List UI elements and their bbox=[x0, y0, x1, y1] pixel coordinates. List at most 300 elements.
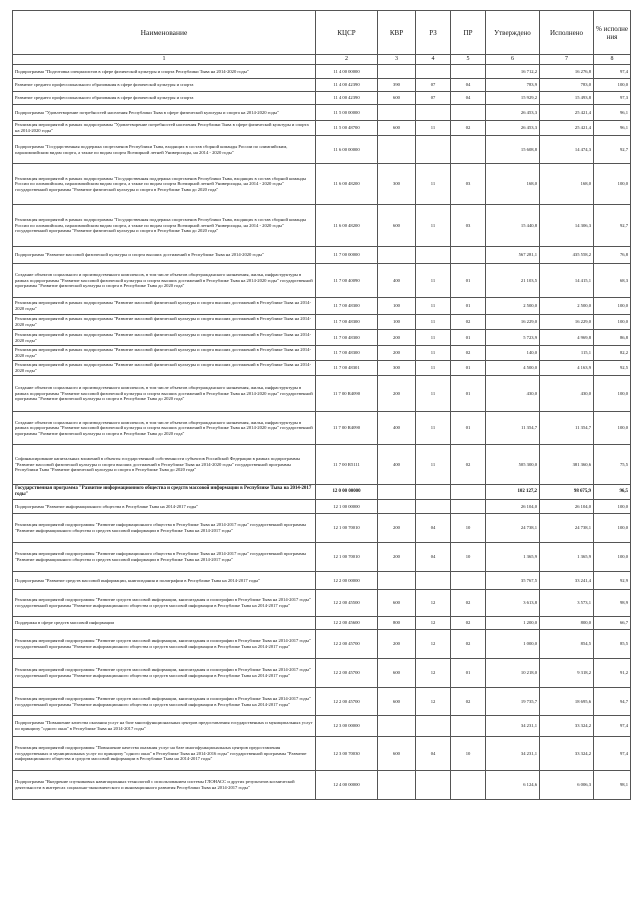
row-approved: 15 929,2 bbox=[486, 92, 540, 105]
row-name: Подпрограмма "Подготовка специалистов в сфере физической культуры и спорта Республики Тыва на 2014-2020 годы" bbox=[13, 65, 316, 79]
row-kcsr: 11 7 00 48301 bbox=[316, 361, 378, 376]
row-approved: 16 229,0 bbox=[486, 315, 540, 330]
column-number-row bbox=[13, 55, 631, 65]
row-name: Развитие среднего профессионального образования в сфере физической культуры и спорта bbox=[13, 92, 316, 105]
header-pr: ПР bbox=[451, 11, 486, 55]
row-kcsr: 11 6 00 48200 bbox=[316, 164, 378, 205]
table-row bbox=[13, 771, 631, 800]
row-executed: 800,0 bbox=[540, 617, 594, 630]
row-name: Реализация мероприятий подпрограммы "Повышение качества оказания услуг на базе многофункциональных центров предоставления государственных и муниципальных услуг по принципу "одного окна" в Республике Тыва на 2014-2016 годы" государственной программы "Развитие информационного общества и средств массовой информации в Республике Тыва на 2014-2017 годы" bbox=[13, 737, 316, 771]
row-executed: 783,0 bbox=[540, 79, 594, 92]
row-pr bbox=[451, 65, 486, 79]
row-pr: 01 bbox=[451, 361, 486, 376]
row-approved: 140,0 bbox=[486, 346, 540, 361]
row-rz: 12 bbox=[416, 617, 451, 630]
row-percent: 86,8 bbox=[594, 330, 631, 346]
table-row bbox=[13, 737, 631, 771]
row-kvr bbox=[378, 247, 416, 264]
row-kcsr: 12 2 00 45700 bbox=[316, 688, 378, 716]
row-rz: 07 bbox=[416, 92, 451, 105]
column-number: 2 bbox=[316, 55, 378, 65]
row-pr: 10 bbox=[451, 514, 486, 543]
row-kvr: 390 bbox=[378, 79, 416, 92]
row-executed: 15 493,8 bbox=[540, 92, 594, 105]
row-executed: 25 421,4 bbox=[540, 121, 594, 136]
row-rz: 12 bbox=[416, 659, 451, 688]
row-percent: 97,4 bbox=[594, 65, 631, 79]
row-kvr: 300 bbox=[378, 361, 416, 376]
table-row bbox=[13, 79, 631, 92]
header-kcsr: КЦСР bbox=[316, 11, 378, 55]
row-kvr: 600 bbox=[378, 121, 416, 136]
row-kcsr: 11 7 00 R5111 bbox=[316, 445, 378, 485]
row-percent: 98,9 bbox=[594, 590, 631, 617]
row-pr: 01 bbox=[451, 264, 486, 298]
row-kcsr: 12 1 00 70010 bbox=[316, 543, 378, 572]
row-pr: 01 bbox=[451, 330, 486, 346]
table-row bbox=[13, 543, 631, 572]
row-percent: 82,2 bbox=[594, 346, 631, 361]
row-kcsr: 11 7 00 48300 bbox=[316, 346, 378, 361]
row-kcsr: 12 3 00 70030 bbox=[316, 737, 378, 771]
row-rz: 04 bbox=[416, 514, 451, 543]
row-kcsr: 11 7 00 40090 bbox=[316, 264, 378, 298]
row-rz: 11 bbox=[416, 412, 451, 445]
row-approved: 34 231,1 bbox=[486, 716, 540, 737]
row-kcsr: 11 7 00 R4090 bbox=[316, 376, 378, 412]
row-percent: 100,0 bbox=[594, 376, 631, 412]
table-row bbox=[13, 105, 631, 121]
row-approved: 19 735,7 bbox=[486, 688, 540, 716]
table-row bbox=[13, 264, 631, 298]
row-executed: 25 421,4 bbox=[540, 105, 594, 121]
row-kvr: 200 bbox=[378, 330, 416, 346]
row-kvr: 400 bbox=[378, 412, 416, 445]
row-percent: 92,7 bbox=[594, 136, 631, 164]
row-name: Реализация мероприятий подпрограммы "Развитие информационного общества в Республике Тыва на 2014-2017 годы" государственной программы "Развитие информационного общества и средств массовой информации в Республике Тыва на 2014-2017 годы" bbox=[13, 514, 316, 543]
row-pr bbox=[451, 771, 486, 800]
row-name: Подпрограмма "Внедрение спутниковых навигационных технологий с использованием системы ГЛОНАСС и других результатов космической деятельности в интересах социально-экономического и инновационного развития Республики Тыва на 2014-2017 годы" bbox=[13, 771, 316, 800]
row-pr: 02 bbox=[451, 630, 486, 659]
column-number: 4 bbox=[416, 55, 451, 65]
table-row bbox=[13, 330, 631, 346]
table-row bbox=[13, 617, 631, 630]
row-percent: 92,9 bbox=[594, 572, 631, 590]
row-kvr: 100 bbox=[378, 298, 416, 315]
row-approved: 26 453,3 bbox=[486, 105, 540, 121]
row-kvr: 200 bbox=[378, 630, 416, 659]
row-pr: 10 bbox=[451, 543, 486, 572]
row-kcsr: 12 4 00 00000 bbox=[316, 771, 378, 800]
row-pr: 02 bbox=[451, 617, 486, 630]
table-row bbox=[13, 688, 631, 716]
header-rz: РЗ bbox=[416, 11, 451, 55]
row-name: Создание объектов социального и производственного комплексов, в том числе объектов общегражданского назначения, жилья, инфраструктуры в рамках подпрограммы "Развитие массовой физической культуры и спорта высших достижений в Республике Тыва на 2014-2020 годы" государственной программы "Развитие физической культуры и спорта в Республике Тыва до 2020 года" bbox=[13, 264, 316, 298]
row-kcsr: 12 3 00 00000 bbox=[316, 716, 378, 737]
row-pr bbox=[451, 247, 486, 264]
row-kvr: 200 bbox=[378, 514, 416, 543]
table-row bbox=[13, 412, 631, 445]
row-approved: 24 738,1 bbox=[486, 514, 540, 543]
row-pr bbox=[451, 136, 486, 164]
row-executed: 33 324,2 bbox=[540, 737, 594, 771]
row-executed: 6 006,3 bbox=[540, 771, 594, 800]
row-percent: 68,3 bbox=[594, 264, 631, 298]
row-rz: 11 bbox=[416, 346, 451, 361]
row-executed: 4 163,9 bbox=[540, 361, 594, 376]
row-name: Подпрограмма "Государственная поддержка спортсменов Республики Тыва, входящих в состав сборной команды России по олимпийским, паралимпийским видам спорта, а также по видам спорта Всемирной летней Универсиады, на 2014 - 2020 годы" bbox=[13, 136, 316, 164]
row-name: Реализация мероприятий подпрограммы "Развитие средств массовой информации, книгоиздания и полиграфии в Республике Тыва на 2014-2017 годы" государственной программы "Развитие информационного общества и средств массовой информации в Республике Тыва на 2014-2017 годы" bbox=[13, 630, 316, 659]
table-row bbox=[13, 121, 631, 136]
row-rz: 12 bbox=[416, 688, 451, 716]
row-name: Поддержка в сфере средств массовой информации bbox=[13, 617, 316, 630]
row-pr: 02 bbox=[451, 315, 486, 330]
row-rz: 12 bbox=[416, 630, 451, 659]
header-kvr: КВР bbox=[378, 11, 416, 55]
row-rz bbox=[416, 105, 451, 121]
header-executed: Исполнено bbox=[540, 11, 594, 55]
row-executed: 381 360,6 bbox=[540, 445, 594, 485]
row-name: Реализация мероприятий в рамках подпрограммы "Развитие массовой физической культуры и спорта высших достижений в Республике Тыва на 2014-2020 годы" bbox=[13, 298, 316, 315]
row-executed: 18 695,6 bbox=[540, 688, 594, 716]
column-number: 8 bbox=[594, 55, 631, 65]
row-kvr: 800 bbox=[378, 617, 416, 630]
header-percent: % исполне ния bbox=[594, 11, 631, 55]
row-kcsr: 11 5 00 48700 bbox=[316, 121, 378, 136]
row-approved: 15 440,8 bbox=[486, 205, 540, 247]
row-approved: 4 500,0 bbox=[486, 361, 540, 376]
row-name: Реализация мероприятий в рамках подпрограммы "Развитие массовой физической культуры и спорта высших достижений в Республике Тыва на 2014-2020 годы" bbox=[13, 330, 316, 346]
row-percent: 100,0 bbox=[594, 514, 631, 543]
row-kvr bbox=[378, 65, 416, 79]
row-name: Подпрограмма "Повышение качества оказания услуг на базе многофункциональных центров предоставления государственных и муниципальных услуг по принципу "одного окна" в Республике Тыва на 2014-2017 годы" bbox=[13, 716, 316, 737]
row-kcsr: 11 7 00 R4090 bbox=[316, 412, 378, 445]
row-pr: 03 bbox=[451, 205, 486, 247]
row-rz bbox=[416, 771, 451, 800]
row-name: Реализация мероприятий в рамках подпрограммы "Развитие массовой физической культуры и спорта высших достижений в Республике Тыва на 2014-2020 годы" bbox=[13, 346, 316, 361]
row-executed: 14 415,1 bbox=[540, 264, 594, 298]
row-rz bbox=[416, 500, 451, 514]
row-kvr: 100 bbox=[378, 315, 416, 330]
row-kcsr: 11 4 00 42390 bbox=[316, 79, 378, 92]
row-approved: 1 000,0 bbox=[486, 630, 540, 659]
row-executed: 9 318,2 bbox=[540, 659, 594, 688]
row-name: Реализация мероприятий подпрограммы "Развитие средств массовой информации, книгоиздания и полиграфии в Республике Тыва на 2014-2017 годы" государственной программы "Развитие информационного общества и средств массовой информации в Республике Тыва на 2014-2017 годы" bbox=[13, 659, 316, 688]
row-percent: 97,4 bbox=[594, 716, 631, 737]
row-rz: 07 bbox=[416, 79, 451, 92]
row-kcsr: 11 4 00 42390 bbox=[316, 92, 378, 105]
row-kvr: 600 bbox=[378, 205, 416, 247]
row-executed: 115,1 bbox=[540, 346, 594, 361]
row-percent: 100,0 bbox=[594, 500, 631, 514]
row-rz bbox=[416, 65, 451, 79]
row-percent: 96,5 bbox=[594, 485, 631, 500]
row-kcsr: 12 2 00 45500 bbox=[316, 590, 378, 617]
row-approved: 10 218,0 bbox=[486, 659, 540, 688]
row-percent: 100,0 bbox=[594, 315, 631, 330]
row-executed: 14 474,3 bbox=[540, 136, 594, 164]
row-approved: 6 124,6 bbox=[486, 771, 540, 800]
row-kvr bbox=[378, 105, 416, 121]
row-percent: 91,2 bbox=[594, 659, 631, 688]
row-kvr: 200 bbox=[378, 543, 416, 572]
row-approved: 35 767,5 bbox=[486, 572, 540, 590]
row-pr: 01 bbox=[451, 298, 486, 315]
table-body bbox=[13, 65, 631, 800]
row-pr: 10 bbox=[451, 737, 486, 771]
table-row bbox=[13, 500, 631, 514]
column-number: 1 bbox=[13, 55, 316, 65]
row-pr: 04 bbox=[451, 79, 486, 92]
row-approved: 11 354,7 bbox=[486, 412, 540, 445]
row-approved: 16 712,2 bbox=[486, 65, 540, 79]
row-percent: 85,5 bbox=[594, 630, 631, 659]
budget-table bbox=[12, 10, 631, 800]
row-kvr bbox=[378, 572, 416, 590]
table-row bbox=[13, 346, 631, 361]
row-rz: 11 bbox=[416, 264, 451, 298]
row-executed: 11 354,7 bbox=[540, 412, 594, 445]
row-pr: 03 bbox=[451, 164, 486, 205]
row-percent: 92,7 bbox=[594, 205, 631, 247]
row-name: Реализация мероприятий в рамках подпрограммы "Развитие массовой физической культуры и спорта высших достижений в Республике Тыва на 2014-2020 годы" bbox=[13, 361, 316, 376]
row-approved: 26 104,0 bbox=[486, 500, 540, 514]
row-pr bbox=[451, 485, 486, 500]
row-percent: 92,5 bbox=[594, 361, 631, 376]
row-rz: 11 bbox=[416, 330, 451, 346]
row-pr: 01 bbox=[451, 376, 486, 412]
row-kcsr: 11 7 00 00000 bbox=[316, 247, 378, 264]
row-percent: 98,1 bbox=[594, 771, 631, 800]
row-approved: 783,9 bbox=[486, 79, 540, 92]
row-name: Реализация мероприятий в рамках подпрограммы "Удовлетворение потребностей населения Республики Тыва в сфере физической культуры и спорта на 2014-2020 годы" bbox=[13, 121, 316, 136]
row-approved: 3 613,8 bbox=[486, 590, 540, 617]
row-kcsr: 11 4 00 00000 bbox=[316, 65, 378, 79]
row-name: Государственная программа "Развитие информационного общества и средств массовой информации в Республике Тыва на 2014-2017 годы" bbox=[13, 485, 316, 500]
row-kvr bbox=[378, 716, 416, 737]
row-pr bbox=[451, 572, 486, 590]
row-rz: 11 bbox=[416, 121, 451, 136]
row-name: Подпрограмма "Удовлетворение потребностей населения Республики Тыва в сфере физической культуры и спорта на 2014-2020 годы" bbox=[13, 105, 316, 121]
table-row bbox=[13, 205, 631, 247]
table-row bbox=[13, 315, 631, 330]
row-rz bbox=[416, 716, 451, 737]
row-name: Подпрограмма "Развитие массовой физической культуры и спорта высших достижений в Республике Тыва на 2014-2020 годы" bbox=[13, 247, 316, 264]
row-pr bbox=[451, 716, 486, 737]
row-approved: 2 500,0 bbox=[486, 298, 540, 315]
row-kcsr: 12 2 00 45700 bbox=[316, 659, 378, 688]
row-rz: 11 bbox=[416, 361, 451, 376]
row-kvr bbox=[378, 771, 416, 800]
row-kcsr: 12 1 00 00000 bbox=[316, 500, 378, 514]
row-executed: 16 276,8 bbox=[540, 65, 594, 79]
row-percent: 100,0 bbox=[594, 164, 631, 205]
row-pr: 02 bbox=[451, 590, 486, 617]
row-approved: 168,0 bbox=[486, 164, 540, 205]
row-executed: 435 558,2 bbox=[540, 247, 594, 264]
row-executed: 14 306,3 bbox=[540, 205, 594, 247]
row-name: Подпрограмма "Развитие средств массовой информации, книгоиздания и полиграфии в Республике Тыва на 2014-2017 годы" bbox=[13, 572, 316, 590]
row-name: Реализация мероприятий подпрограммы "Развитие информационного общества в Республике Тыва на 2014-2017 годы" государственной программы "Развитие информационного общества и средств массовой информации в Республике Тыва на 2014-2017 годы" bbox=[13, 543, 316, 572]
row-executed: 3 573,1 bbox=[540, 590, 594, 617]
row-percent: 76,8 bbox=[594, 247, 631, 264]
row-kcsr: 11 7 00 48300 bbox=[316, 330, 378, 346]
table-row bbox=[13, 164, 631, 205]
row-pr: 02 bbox=[451, 346, 486, 361]
row-executed: 26 104,0 bbox=[540, 500, 594, 514]
row-kvr: 200 bbox=[378, 376, 416, 412]
table-row bbox=[13, 630, 631, 659]
table-row bbox=[13, 136, 631, 164]
row-executed: 33 241,4 bbox=[540, 572, 594, 590]
row-approved: 21 103,5 bbox=[486, 264, 540, 298]
row-executed: 98 675,9 bbox=[540, 485, 594, 500]
row-rz: 11 bbox=[416, 298, 451, 315]
row-kcsr: 11 7 00 48300 bbox=[316, 298, 378, 315]
table-row bbox=[13, 298, 631, 315]
table-row bbox=[13, 247, 631, 264]
row-rz: 11 bbox=[416, 205, 451, 247]
row-approved: 102 127,2 bbox=[486, 485, 540, 500]
row-rz: 12 bbox=[416, 590, 451, 617]
row-approved: 26 453,3 bbox=[486, 121, 540, 136]
row-executed: 1 365,9 bbox=[540, 543, 594, 572]
row-kvr: 600 bbox=[378, 92, 416, 105]
row-kcsr: 12 2 00 45600 bbox=[316, 617, 378, 630]
row-pr: 02 bbox=[451, 688, 486, 716]
row-executed: 16 229,0 bbox=[540, 315, 594, 330]
row-name: Реализация мероприятий подпрограммы "Развитие средств массовой информации, книгоиздания и полиграфии в Республике Тыва на 2014-2017 годы" государственной программы "Развитие информационного общества и средств массовой информации в Республике Тыва на 2014-2017 годы" bbox=[13, 590, 316, 617]
row-approved: 5 723,9 bbox=[486, 330, 540, 346]
table-row bbox=[13, 361, 631, 376]
row-percent: 97,4 bbox=[594, 737, 631, 771]
row-rz bbox=[416, 572, 451, 590]
row-kvr: 200 bbox=[378, 346, 416, 361]
row-kvr: 600 bbox=[378, 688, 416, 716]
row-percent: 96,1 bbox=[594, 121, 631, 136]
row-approved: 430,0 bbox=[486, 376, 540, 412]
row-pr: 02 bbox=[451, 121, 486, 136]
row-pr bbox=[451, 500, 486, 514]
row-kvr: 400 bbox=[378, 264, 416, 298]
row-executed: 2 500,0 bbox=[540, 298, 594, 315]
row-percent: 97,3 bbox=[594, 92, 631, 105]
row-kvr: 400 bbox=[378, 445, 416, 485]
table-row bbox=[13, 376, 631, 412]
row-name: Реализация мероприятий подпрограммы "Развитие средств массовой информации, книгоиздания и полиграфии в Республике Тыва на 2014-2017 годы" государственной программы "Развитие информационного общества и средств массовой информации в Республике Тыва на 2014-2017 годы" bbox=[13, 688, 316, 716]
row-kvr: 600 bbox=[378, 737, 416, 771]
row-rz: 11 bbox=[416, 315, 451, 330]
table-row bbox=[13, 514, 631, 543]
row-name: Реализация мероприятий в рамках подпрограммы "Развитие массовой физической культуры и спорта высших достижений в Республике Тыва на 2014-2020 годы" bbox=[13, 315, 316, 330]
column-number: 7 bbox=[540, 55, 594, 65]
row-rz: 11 bbox=[416, 164, 451, 205]
row-rz: 04 bbox=[416, 737, 451, 771]
row-percent: 100,0 bbox=[594, 412, 631, 445]
row-name: Создание объектов социального и производственного комплексов, в том числе объектов общегражданского назначения, жилья, инфраструктуры в рамках подпрограммы "Развитие массовой физической культуры и спорта высших достижений в Республике Тыва на 2014-2020 годы" государственной программы "Развитие физической культуры и спорта в Республике Тыва до 2020 года" bbox=[13, 412, 316, 445]
row-kcsr: 12 2 00 45700 bbox=[316, 630, 378, 659]
column-number: 5 bbox=[451, 55, 486, 65]
row-kcsr: 11 6 00 00000 bbox=[316, 136, 378, 164]
row-approved: 567 281,1 bbox=[486, 247, 540, 264]
header-approved: Утверждено bbox=[486, 11, 540, 55]
row-executed: 33 324,2 bbox=[540, 716, 594, 737]
table-header-row bbox=[13, 11, 631, 55]
table-row bbox=[13, 445, 631, 485]
row-percent: 96,1 bbox=[594, 105, 631, 121]
row-executed: 854,5 bbox=[540, 630, 594, 659]
row-percent: 94,7 bbox=[594, 688, 631, 716]
row-percent: 100,0 bbox=[594, 79, 631, 92]
row-approved: 1 200,0 bbox=[486, 617, 540, 630]
row-executed: 4 969,8 bbox=[540, 330, 594, 346]
row-name: Создание объектов социального и производственного комплексов, в том числе объектов общегражданского назначения, жилья, инфраструктуры в рамках подпрограммы "Развитие массовой физической культуры и спорта высших достижений в Республике Тыва на 2014-2020 годы" государственной программы "Развитие физической культуры и спорта в Республике Тыва до 2020 года" bbox=[13, 376, 316, 412]
document-page bbox=[12, 10, 630, 800]
row-name: Подпрограмма "Развитие информационного общества в Республике Тыва на 2014-2017 годы" bbox=[13, 500, 316, 514]
row-percent: 100,0 bbox=[594, 298, 631, 315]
row-kcsr: 11 7 00 48300 bbox=[316, 315, 378, 330]
row-kvr: 600 bbox=[378, 659, 416, 688]
row-executed: 168,0 bbox=[540, 164, 594, 205]
row-executed: 430,0 bbox=[540, 376, 594, 412]
row-percent: 75,5 bbox=[594, 445, 631, 485]
row-name: Софинансирование капитальных вложений в объекты государственной собственности субъектов Российской Федерации в рамках подпрограммы "Развитие массовой физической культуры и спорта высших достижений в Республике Тыва на 2014-2020 годы" государственной программы Республики Тыва "Развитие физической культуры и спорта в Республике Тыва до 2020 года" bbox=[13, 445, 316, 485]
row-kvr bbox=[378, 485, 416, 500]
row-rz bbox=[416, 136, 451, 164]
table-row bbox=[13, 659, 631, 688]
table-row bbox=[13, 65, 631, 79]
row-rz bbox=[416, 247, 451, 264]
row-kcsr: 11 5 00 00000 bbox=[316, 105, 378, 121]
row-name: Развитие среднего профессионального образования в сфере физической культуры и спорта bbox=[13, 79, 316, 92]
row-rz bbox=[416, 485, 451, 500]
row-pr bbox=[451, 105, 486, 121]
row-kcsr: 12 1 00 70010 bbox=[316, 514, 378, 543]
row-approved: 1 365,9 bbox=[486, 543, 540, 572]
row-pr: 04 bbox=[451, 92, 486, 105]
table-row bbox=[13, 716, 631, 737]
row-rz: 11 bbox=[416, 376, 451, 412]
table-row bbox=[13, 572, 631, 590]
row-approved: 505 300,0 bbox=[486, 445, 540, 485]
row-pr: 01 bbox=[451, 659, 486, 688]
row-pr: 01 bbox=[451, 412, 486, 445]
header-name: Наименование bbox=[13, 11, 316, 55]
table-row bbox=[13, 590, 631, 617]
row-approved: 15 608,8 bbox=[486, 136, 540, 164]
row-pr: 02 bbox=[451, 445, 486, 485]
row-approved: 34 231,1 bbox=[486, 737, 540, 771]
row-kvr: 300 bbox=[378, 164, 416, 205]
row-kvr bbox=[378, 500, 416, 514]
row-kvr bbox=[378, 136, 416, 164]
table-row bbox=[13, 485, 631, 500]
column-number: 3 bbox=[378, 55, 416, 65]
row-executed: 24 738,1 bbox=[540, 514, 594, 543]
column-number: 6 bbox=[486, 55, 540, 65]
row-rz: 04 bbox=[416, 543, 451, 572]
row-name: Реализация мероприятий в рамках подпрограммы "Государственная поддержка спортсменов Республики Тыва, входящих в состав сборной команды России по олимпийским, паралимпийским видам спорта, а также по видам спорта Всемирной летней Универсиады, на 2014 - 2020 годы" государственной программы "Развитие физической культуры и спорта в Республике Тыва до 2020 года" bbox=[13, 164, 316, 205]
row-name: Реализация мероприятий в рамках подпрограммы "Государственная поддержка спортсменов Республики Тыва, входящих в состав сборной команды России по олимпийским, паралимпийским видам спорта, а также по видам спорта Всемирной летней Универсиады, на 2014 - 2020 годы" государственной программы "Развитие физической культуры и спорта в Республике Тыва до 2020 года" bbox=[13, 205, 316, 247]
row-kcsr: 12 0 00 00000 bbox=[316, 485, 378, 500]
row-kcsr: 12 2 00 00000 bbox=[316, 572, 378, 590]
row-percent: 66,7 bbox=[594, 617, 631, 630]
row-rz: 11 bbox=[416, 445, 451, 485]
row-kcsr: 11 6 00 48200 bbox=[316, 205, 378, 247]
table-row bbox=[13, 92, 631, 105]
row-percent: 100,0 bbox=[594, 543, 631, 572]
row-kvr: 600 bbox=[378, 590, 416, 617]
